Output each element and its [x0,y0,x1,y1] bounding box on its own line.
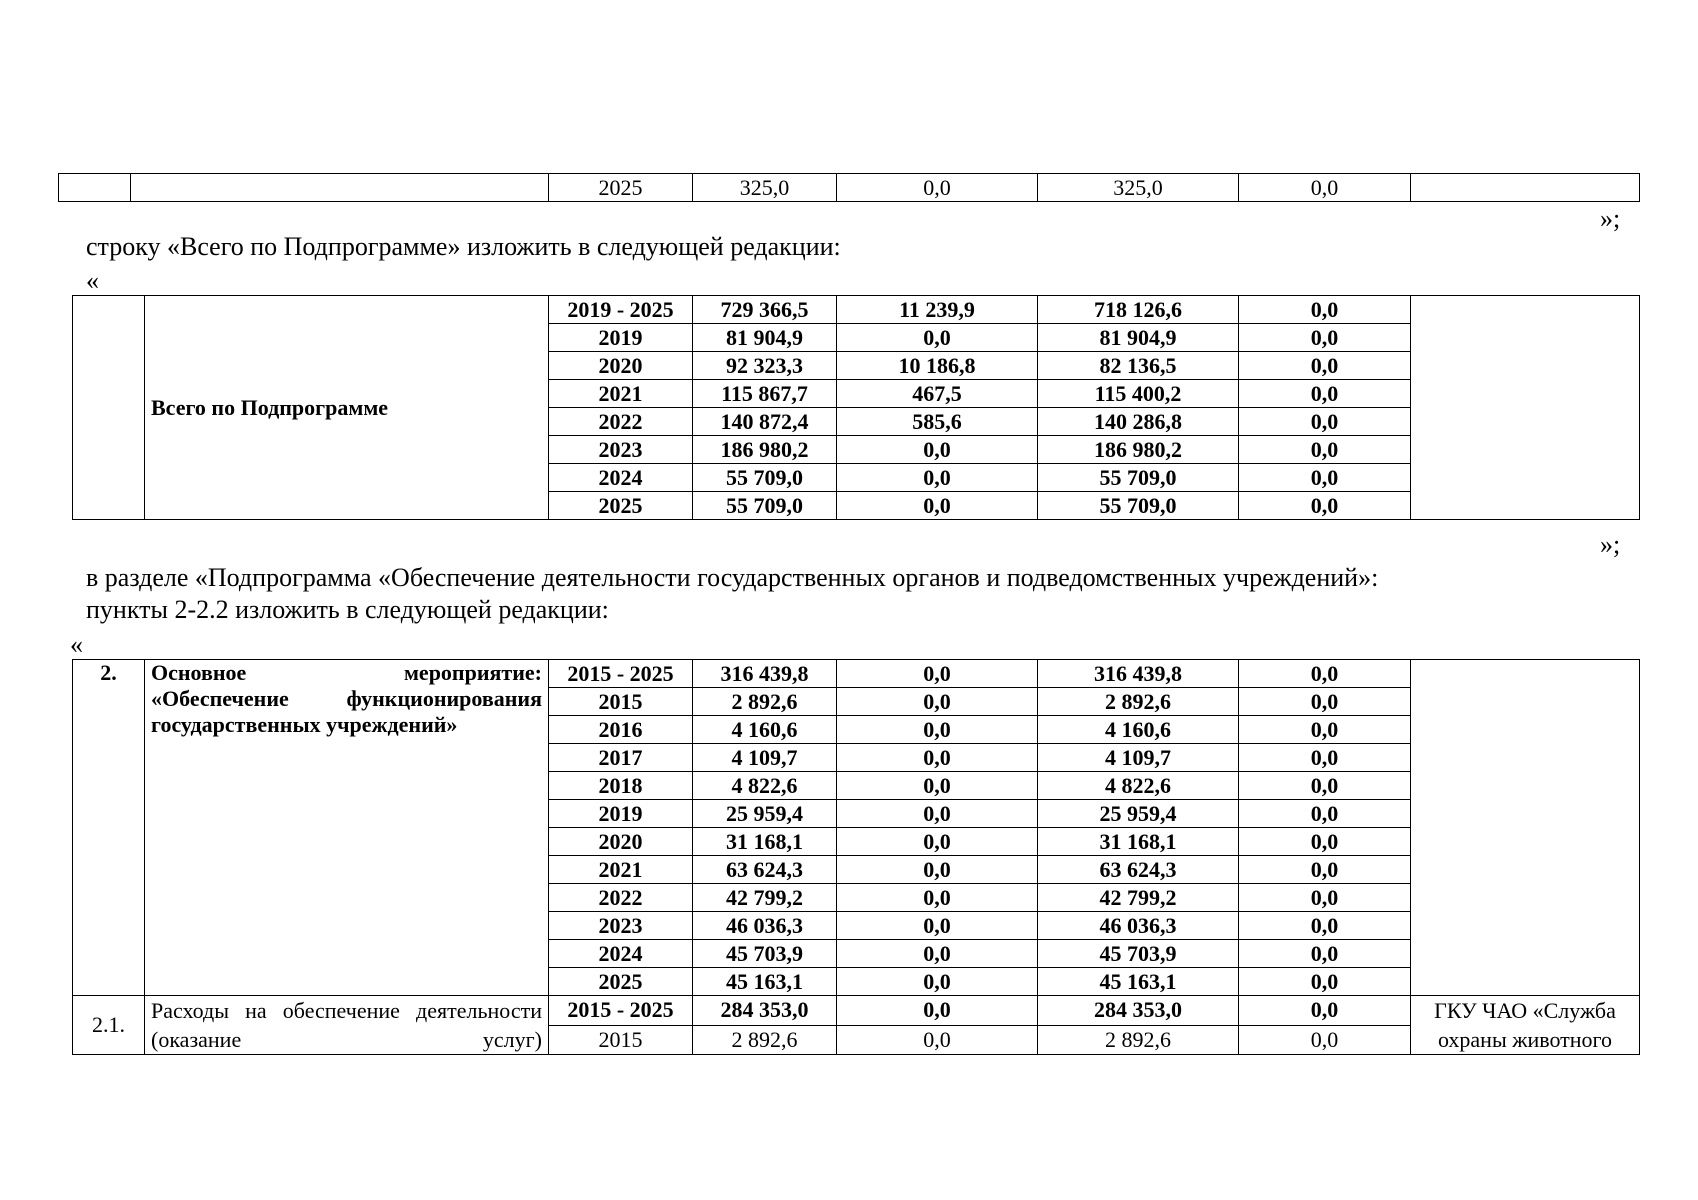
executor-cell [1411,296,1640,520]
table-cell: 46 036,3 [1038,912,1239,940]
table-cell: 0,0 [1239,324,1411,352]
table-cell: 2015 [549,1025,693,1055]
table-cell: 0,0 [837,828,1038,856]
table-cell: 46 036,3 [693,912,837,940]
table-cell: 31 168,1 [1038,828,1239,856]
table-cell: 0,0 [1239,996,1411,1026]
table-cell: 92 323,3 [693,352,837,380]
table-cell: 0,0 [1239,174,1411,202]
table-cell: 2025 [549,492,693,520]
table-cell: 325,0 [693,174,837,202]
table-cell: 2021 [549,856,693,884]
opening-quote: « [86,266,99,295]
table-cell: 0,0 [1239,912,1411,940]
table-cell: 0,0 [837,772,1038,800]
table-cell: 42 799,2 [1038,884,1239,912]
table-cell: 0,0 [837,744,1038,772]
table-cell: 0,0 [837,996,1038,1026]
table-cell: 42 799,2 [693,884,837,912]
table-subprogram-total [72,295,1640,520]
table-cell: 63 624,3 [1038,856,1239,884]
table-cell: 2 892,6 [1038,1025,1239,1055]
table-cell: 325,0 [1038,174,1239,202]
table-cell: 186 980,2 [693,436,837,464]
table-cell: 2020 [549,352,693,380]
table-cell: 0,0 [837,464,1038,492]
table-cell: 0,0 [1239,352,1411,380]
table-cell: 25 959,4 [1038,800,1239,828]
table-cell: 140 286,8 [1038,408,1239,436]
paragraph: пункты 2-2.2 изложить в следующей редакции: [86,595,609,624]
table-cell: 0,0 [837,884,1038,912]
table-cell: 2023 [549,436,693,464]
table-cell: 0,0 [837,856,1038,884]
table-cell: 2022 [549,408,693,436]
table-cell: 140 872,4 [693,408,837,436]
table-cell: 4 822,6 [693,772,837,800]
table-cell: 2019 - 2025 [549,296,693,324]
table-cell: 4 109,7 [693,744,837,772]
table-cell: 2024 [549,464,693,492]
table-cell: 2016 [549,716,693,744]
num-cell [73,296,145,520]
table-continuation [58,173,1640,202]
table-cell: 2023 [549,912,693,940]
table-cell: 45 163,1 [1038,968,1239,996]
table-cell: 0,0 [1239,800,1411,828]
table-cell: 10 186,8 [837,352,1038,380]
table-row [73,660,1640,688]
table-cell: 115 867,7 [693,380,837,408]
table-cell: 186 980,2 [1038,436,1239,464]
table-cell: 0,0 [1239,1025,1411,1055]
table-cell: 55 709,0 [693,464,837,492]
item-number: 2.1. [73,996,145,1055]
table-cell: 0,0 [837,940,1038,968]
table-row [73,996,1640,1026]
table-cell: 2019 [549,800,693,828]
table-cell: 81 904,9 [1038,324,1239,352]
executor-cell [1411,660,1640,996]
table-cell: 2025 [549,968,693,996]
table-cell: 0,0 [1239,408,1411,436]
table-cell: 284 353,0 [1038,996,1239,1026]
table-cell: 2015 - 2025 [549,996,693,1026]
table-row [59,174,1640,202]
item-name-line1 [151,660,542,686]
table-cell: 0,0 [1239,828,1411,856]
table-cell: 0,0 [1239,492,1411,520]
item-name-word: мероприятие: [403,660,542,685]
table-cell: 55 709,0 [1038,464,1239,492]
table-cell: 2015 [549,688,693,716]
table-cell: 0,0 [837,660,1038,688]
table-cell: 0,0 [1239,968,1411,996]
table-cell: 0,0 [1239,856,1411,884]
table-cell: 0,0 [1239,296,1411,324]
table-cell: 81 904,9 [693,324,837,352]
table-cell: 585,6 [837,408,1038,436]
table-cell: 0,0 [1239,464,1411,492]
table-cell: 0,0 [837,1025,1038,1055]
closing-quote: »; [1600,204,1621,233]
item-name: Расходы на обеспечение деятельности (оказание услуг) [145,996,549,1055]
opening-quote: « [70,630,83,659]
table-cell: 2019 [549,324,693,352]
table-cell: 0,0 [1239,660,1411,688]
table-cell: 45 703,9 [693,940,837,968]
table-cell: 2020 [549,828,693,856]
table-cell: 0,0 [837,492,1038,520]
table-cell: 2 892,6 [693,688,837,716]
item-name [145,660,549,996]
table-cell: 0,0 [837,716,1038,744]
row-name: Всего по Подпрограмме [145,296,549,520]
item-name-word: Основное [151,660,247,685]
table-cell: 0,0 [837,174,1038,202]
table-cell: 0,0 [1239,744,1411,772]
table-cell [59,174,131,202]
table-cell: 0,0 [837,968,1038,996]
table-cell: 0,0 [1239,772,1411,800]
table-cell: 284 353,0 [693,996,837,1026]
table-cell: 2 892,6 [1038,688,1239,716]
table-cell: 4 160,6 [693,716,837,744]
table-cell: 0,0 [837,912,1038,940]
paragraph: в разделе «Подпрограмма «Обеспечение деятельности государственных органов и подведомственных учреждений»: [86,563,1379,592]
table-cell: 467,5 [837,380,1038,408]
table-cell: 2025 [549,174,693,202]
table-cell: 316 439,8 [1038,660,1239,688]
table-cell: 4 160,6 [1038,716,1239,744]
table-cell: 82 136,5 [1038,352,1239,380]
table-cell: 0,0 [837,324,1038,352]
table-cell: 0,0 [1239,884,1411,912]
table-cell: 55 709,0 [1038,492,1239,520]
item-number: 2. [73,660,145,996]
table-cell: 45 163,1 [693,968,837,996]
table-cell: 0,0 [1239,380,1411,408]
table-cell: 4 109,7 [1038,744,1239,772]
table-cell: 2022 [549,884,693,912]
table-cell: 316 439,8 [693,660,837,688]
item-name-rest: «Обеспечение функционирования государственных учреждений» [151,686,542,737]
table-cell: 55 709,0 [693,492,837,520]
table-row [73,296,1640,324]
table-cell [131,174,549,202]
table-cell: 2015 - 2025 [549,660,693,688]
table-cell: 4 822,6 [1038,772,1239,800]
table-cell [1411,174,1640,202]
table-cell: 0,0 [837,688,1038,716]
table-cell: 115 400,2 [1038,380,1239,408]
closing-quote: »; [1600,530,1621,559]
table-activities [72,659,1640,1055]
table-cell: 0,0 [837,800,1038,828]
table-cell: 2018 [549,772,693,800]
table-cell: 31 168,1 [693,828,837,856]
table-cell: 2017 [549,744,693,772]
table-cell: 0,0 [1239,688,1411,716]
table-cell: 718 126,6 [1038,296,1239,324]
table-cell: 11 239,9 [837,296,1038,324]
table-cell: 63 624,3 [693,856,837,884]
table-cell: 0,0 [1239,436,1411,464]
table-cell: 2 892,6 [693,1025,837,1055]
executor-cell: ГКУ ЧАО «Служба охраны животного [1411,996,1640,1055]
table-cell: 0,0 [1239,940,1411,968]
table-cell: 2024 [549,940,693,968]
table-cell: 2021 [549,380,693,408]
table-cell: 0,0 [837,436,1038,464]
table-cell: 729 366,5 [693,296,837,324]
table-cell: 0,0 [1239,716,1411,744]
table-cell: 45 703,9 [1038,940,1239,968]
table-cell: 25 959,4 [693,800,837,828]
paragraph: строку «Всего по Подпрограмме» изложить в следующей редакции: [86,232,841,261]
